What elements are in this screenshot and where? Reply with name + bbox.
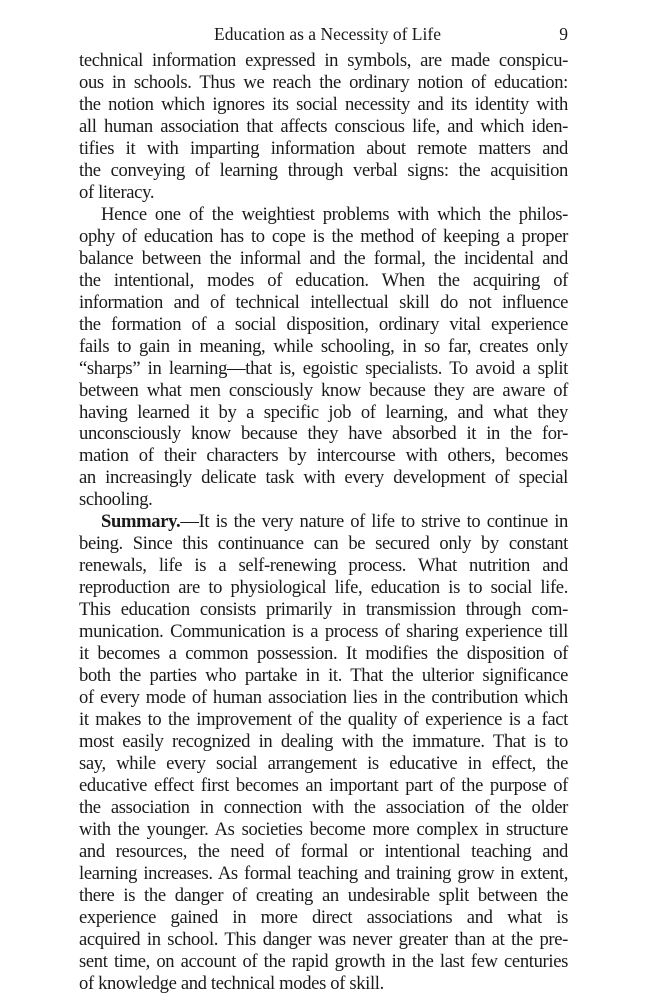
body-text	[79, 50, 568, 995]
text-line: with the younger. As societies become more complex in structure	[79, 818, 568, 840]
summary-first-line: —It is the very nature of life to strive to continue in	[180, 511, 568, 533]
paragraph-summary	[79, 511, 568, 994]
text-line: mation of their characters by intercourse with others, becomes	[79, 445, 568, 467]
text-line: balance between the informal and the formal, the incidental and	[79, 247, 568, 269]
text-line	[79, 511, 568, 533]
text-line: technical information expressed in symbols, are made conspicu-	[79, 50, 568, 71]
text-line: of literacy.	[79, 181, 155, 203]
text-line: munication. Communication is a process of sharing experience till	[79, 621, 568, 643]
text-line: both the parties who partake in it. That the ulterior significance	[79, 665, 568, 687]
running-title: Education as a Necessity of Life	[214, 24, 441, 44]
text-line: of knowledge and technical modes of skill.	[79, 972, 384, 994]
text-line: of every mode of human association lies in the contribution which	[79, 687, 568, 709]
text-line: the notion which ignores its social necessity and its identity with	[79, 93, 568, 115]
text-line: ophy of education has to cope is the method of keeping a proper	[79, 225, 568, 247]
text-line: the conveying of learning through verbal signs: the acquisition	[79, 159, 568, 181]
text-line: there is the danger of creating an undesirable split between the	[79, 884, 568, 906]
text-line: and resources, the need of formal or intentional teaching and	[79, 840, 568, 862]
text-line: having learned it by a specific job of learning, and what they	[79, 401, 568, 423]
paragraph-balance	[79, 204, 568, 512]
text-line: This education consists primarily in transmission through com-	[79, 599, 568, 621]
text-line: the association in connection with the association of the older	[79, 796, 568, 818]
text-line: acquired in school. This danger was never greater than at the pre-	[79, 928, 568, 950]
text-line: between what men consciously know because they are aware of	[79, 379, 568, 401]
summary-heading: Summary.	[101, 511, 181, 533]
text-line: information and of technical intellectual skill do not influence	[79, 291, 568, 313]
text-line: reproduction are to physiological life, education is to social life.	[79, 577, 568, 599]
text-line: learning increases. As formal teaching and training grow in extent,	[79, 862, 568, 884]
text-line: tifies it with imparting information about remote matters and	[79, 137, 568, 159]
text-line: fails to gain in meaning, while schooling, in so far, creates only	[79, 335, 568, 357]
text-line: it becomes a common possession. It modifies the disposition of	[79, 643, 568, 665]
text-line: all human association that affects conscious life, and which iden-	[79, 115, 568, 137]
text-line: Hence one of the weightiest problems with which the philos-	[101, 203, 568, 225]
running-head	[79, 22, 568, 46]
text-line: say, while every social arrangement is educative in effect, the	[79, 753, 568, 774]
text-line: an increasingly delicate task with every development of special	[79, 467, 568, 489]
text-line: the intentional, modes of education. When the acquiring of	[79, 269, 568, 291]
text-line: being. Since this continuance can be secured only by constant	[79, 533, 568, 555]
text-line: educative effect first becomes an important part of the purpose of	[79, 774, 568, 796]
text-line: “sharps” in learning—that is, egoistic specialists. To avoid a split	[79, 357, 568, 379]
text-line: sent time, on account of the rapid growth in the last few centuries	[79, 950, 568, 972]
text-line: most easily recognized in dealing with the immature. That is to	[79, 731, 568, 753]
text-line: renewals, life is a self-renewing process. What nutrition and	[79, 555, 568, 577]
text-line: experience gained in more direct associations and what is	[79, 906, 568, 928]
text-line: unconsciously know because they have absorbed it in the for-	[79, 423, 568, 445]
paragraph-continued	[79, 50, 568, 204]
text-line: ous in schools. Thus we reach the ordinary notion of education:	[79, 71, 568, 93]
text-line: it makes to the improvement of the quality of experience is a fact	[79, 709, 568, 731]
text-line: the formation of a social disposition, ordinary vital experience	[79, 313, 568, 335]
page-number: 9	[559, 24, 568, 44]
text-line: schooling.	[79, 489, 153, 511]
